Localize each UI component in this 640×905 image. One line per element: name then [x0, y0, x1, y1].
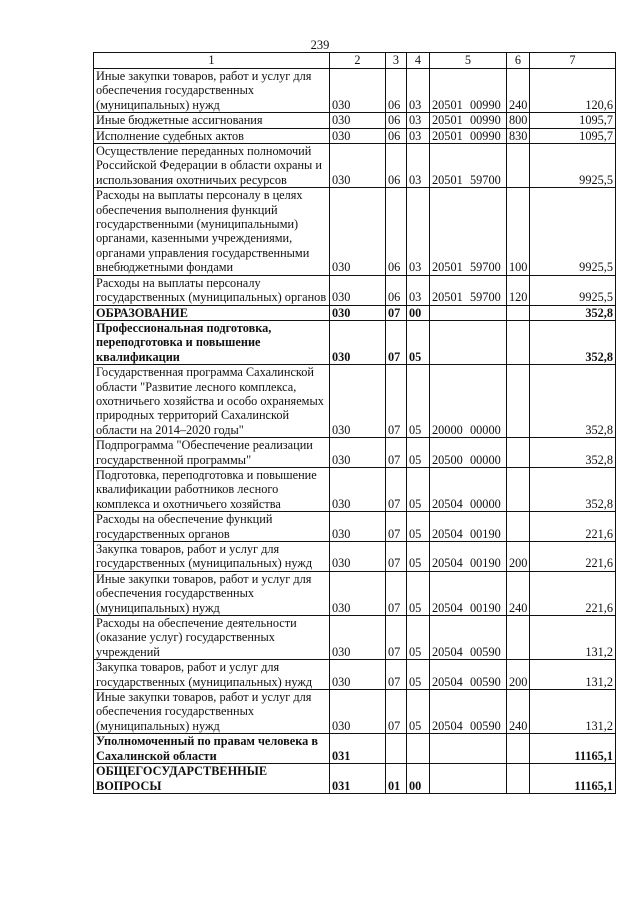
table-header-row	[94, 53, 616, 69]
section-code-cell: 07	[386, 438, 407, 468]
table-row	[94, 512, 616, 542]
subsection-code-cell: 03	[407, 188, 430, 275]
row-name-cell: ОБЩЕГОСУДАРСТВЕННЫЕ ВОПРОСЫ	[94, 764, 330, 794]
target-article-cell	[430, 438, 507, 468]
subsection-code-cell: 03	[407, 113, 430, 128]
row-name-cell: Профессиональная подготовка, переподготовка и повышение квалификации	[94, 320, 330, 364]
section-code-cell: 07	[386, 320, 407, 364]
subsection-code-cell: 05	[407, 467, 430, 511]
admin-code-cell: 030	[330, 616, 386, 660]
admin-code-cell: 030	[330, 275, 386, 305]
amount-cell: 9925,5	[530, 144, 616, 188]
expense-type-cell: 800	[507, 113, 530, 128]
row-name-cell: Подготовка, переподготовка и повышение квалификации работников лесного комплекса и охотничьего хозяйства	[94, 467, 330, 511]
target-article-direction: 00190	[470, 556, 501, 571]
target-article-cell	[430, 660, 507, 690]
amount-cell: 352,8	[530, 365, 616, 438]
header-cell: 2	[330, 53, 386, 69]
row-name-cell: Исполнение судебных актов	[94, 128, 330, 143]
target-article-cell	[430, 365, 507, 438]
target-article-cell	[430, 571, 507, 615]
subsection-code-cell: 05	[407, 512, 430, 542]
target-article-cell	[430, 144, 507, 188]
budget-table	[93, 52, 616, 794]
target-article-program: 20000	[432, 422, 463, 437]
row-name-cell: Уполномоченный по правам человека в Сахалинской области	[94, 734, 330, 764]
amount-cell: 1095,7	[530, 128, 616, 143]
expense-type-cell: 200	[507, 542, 530, 572]
row-name-cell: Расходы на выплаты персоналу государственных (муниципальных) органов	[94, 275, 330, 305]
admin-code-cell: 030	[330, 660, 386, 690]
admin-code-cell: 030	[330, 69, 386, 113]
target-article-direction: 00990	[470, 128, 501, 143]
row-name-cell: Государственная программа Сахалинской области "Развитие лесного комплекса, охотничьего хозяйства и особо охраняемых природных территорий Сахалинской области на 2014–2020 годы"	[94, 365, 330, 438]
target-article-direction: 00590	[470, 674, 501, 689]
admin-code-cell: 030	[330, 438, 386, 468]
target-article-cell	[430, 512, 507, 542]
subsection-code-cell: 05	[407, 320, 430, 364]
section-code-cell: 07	[386, 305, 407, 320]
row-name-cell: Иные закупки товаров, работ и услуг для обеспечения государственных (муниципальных) нужд	[94, 690, 330, 734]
expense-type-cell: 240	[507, 690, 530, 734]
target-article-program: 20501	[432, 172, 463, 187]
target-article-direction: 00000	[470, 452, 501, 467]
target-article-cell	[430, 113, 507, 128]
table-row	[94, 571, 616, 615]
admin-code-cell: 030	[330, 467, 386, 511]
amount-cell: 221,6	[530, 542, 616, 572]
section-code-cell: 06	[386, 144, 407, 188]
row-name-cell: ОБРАЗОВАНИЕ	[94, 305, 330, 320]
target-article-direction: 59700	[470, 260, 501, 275]
expense-type-cell	[507, 365, 530, 438]
amount-cell: 131,2	[530, 616, 616, 660]
target-article-cell	[430, 616, 507, 660]
admin-code-cell: 030	[330, 365, 386, 438]
target-article-program: 20501	[432, 97, 463, 112]
row-name-cell: Расходы на выплаты персоналу в целях обеспечения выполнения функций государственными (муниципальными) органами, казенными учреждениями, органами управления государственными внебюджетными фондами	[94, 188, 330, 275]
admin-code-cell: 030	[330, 144, 386, 188]
admin-code-cell: 030	[330, 690, 386, 734]
target-article-cell	[430, 69, 507, 113]
amount-cell: 9925,5	[530, 275, 616, 305]
target-article-program: 20501	[432, 260, 463, 275]
target-article-program: 20504	[432, 600, 463, 615]
admin-code-cell: 030	[330, 188, 386, 275]
admin-code-cell: 030	[330, 571, 386, 615]
section-code-cell: 07	[386, 365, 407, 438]
row-name-cell: Иные бюджетные ассигнования	[94, 113, 330, 128]
subsection-code-cell: 05	[407, 616, 430, 660]
table-row	[94, 660, 616, 690]
table-row	[94, 305, 616, 320]
table-row	[94, 188, 616, 275]
target-article-cell	[430, 188, 507, 275]
amount-cell: 352,8	[530, 320, 616, 364]
subsection-code-cell: 05	[407, 660, 430, 690]
target-article-cell	[430, 764, 507, 794]
target-article-direction: 59700	[470, 172, 501, 187]
section-code-cell: 06	[386, 69, 407, 113]
table-row	[94, 144, 616, 188]
expense-type-cell	[507, 305, 530, 320]
amount-cell: 352,8	[530, 467, 616, 511]
expense-type-cell	[507, 144, 530, 188]
amount-cell: 1095,7	[530, 113, 616, 128]
target-article-program: 20501	[432, 128, 463, 143]
header-cell: 5	[430, 53, 507, 69]
target-article-program: 20501	[432, 113, 463, 128]
header-cell: 1	[94, 53, 330, 69]
subsection-code-cell: 05	[407, 571, 430, 615]
amount-cell: 131,2	[530, 690, 616, 734]
expense-type-cell: 120	[507, 275, 530, 305]
admin-code-cell: 030	[330, 320, 386, 364]
target-article-direction: 00590	[470, 644, 501, 659]
section-code-cell: 06	[386, 128, 407, 143]
row-name-cell: Закупка товаров, работ и услуг для государственных (муниципальных) нужд	[94, 660, 330, 690]
amount-cell: 11165,1	[530, 764, 616, 794]
subsection-code-cell: 03	[407, 128, 430, 143]
target-article-cell	[430, 542, 507, 572]
subsection-code-cell: 03	[407, 69, 430, 113]
target-article-direction: 59700	[470, 290, 501, 305]
amount-cell: 120,6	[530, 69, 616, 113]
amount-cell: 221,6	[530, 571, 616, 615]
amount-cell: 131,2	[530, 660, 616, 690]
table-row	[94, 275, 616, 305]
section-code-cell: 07	[386, 512, 407, 542]
expense-type-cell: 200	[507, 660, 530, 690]
amount-cell: 352,8	[530, 438, 616, 468]
row-name-cell: Иные закупки товаров, работ и услуг для обеспечения государственных (муниципальных) нужд	[94, 69, 330, 113]
target-article-program: 20504	[432, 674, 463, 689]
expense-type-cell	[507, 764, 530, 794]
header-cell: 6	[507, 53, 530, 69]
admin-code-cell: 031	[330, 764, 386, 794]
subsection-code-cell: 05	[407, 690, 430, 734]
row-name-cell: Закупка товаров, работ и услуг для государственных (муниципальных) нужд	[94, 542, 330, 572]
target-article-direction: 00190	[470, 526, 501, 541]
table-row	[94, 438, 616, 468]
row-name-cell: Расходы на обеспечение функций государственных органов	[94, 512, 330, 542]
target-article-cell	[430, 690, 507, 734]
target-article-program: 20500	[432, 452, 463, 467]
expense-type-cell	[507, 512, 530, 542]
section-code-cell: 07	[386, 690, 407, 734]
row-name-cell: Расходы на обеспечение деятельности (оказание услуг) государственных учреждений	[94, 616, 330, 660]
section-code-cell: 07	[386, 571, 407, 615]
section-code-cell: 07	[386, 467, 407, 511]
table-row	[94, 365, 616, 438]
target-article-program: 20504	[432, 556, 463, 571]
row-name-cell: Осуществление переданных полномочий Российской Федерации в области охраны и использования охотничьих ресурсов	[94, 144, 330, 188]
table-row	[94, 128, 616, 143]
admin-code-cell: 030	[330, 305, 386, 320]
subsection-code-cell: 05	[407, 365, 430, 438]
admin-code-cell: 030	[330, 512, 386, 542]
expense-type-cell	[507, 616, 530, 660]
section-code-cell: 06	[386, 113, 407, 128]
section-code-cell	[386, 734, 407, 764]
admin-code-cell: 030	[330, 128, 386, 143]
table-row	[94, 690, 616, 734]
section-code-cell: 07	[386, 542, 407, 572]
table-row	[94, 467, 616, 511]
target-article-cell	[430, 320, 507, 364]
target-article-cell	[430, 467, 507, 511]
expense-type-cell: 100	[507, 188, 530, 275]
section-code-cell: 07	[386, 616, 407, 660]
expense-type-cell: 830	[507, 128, 530, 143]
table-row	[94, 69, 616, 113]
admin-code-cell: 030	[330, 542, 386, 572]
subsection-code-cell: 05	[407, 542, 430, 572]
target-article-program: 20504	[432, 526, 463, 541]
amount-cell: 11165,1	[530, 734, 616, 764]
expense-type-cell	[507, 734, 530, 764]
section-code-cell: 07	[386, 660, 407, 690]
target-article-direction: 00990	[470, 97, 501, 112]
row-name-cell: Подпрограмма "Обеспечение реализации государственной программы"	[94, 438, 330, 468]
amount-cell: 221,6	[530, 512, 616, 542]
section-code-cell: 06	[386, 275, 407, 305]
target-article-cell	[430, 128, 507, 143]
subsection-code-cell: 05	[407, 438, 430, 468]
expense-type-cell	[507, 467, 530, 511]
table-row	[94, 542, 616, 572]
subsection-code-cell: 00	[407, 305, 430, 320]
target-article-program: 20504	[432, 718, 463, 733]
header-cell: 4	[407, 53, 430, 69]
row-name-cell: Иные закупки товаров, работ и услуг для обеспечения государственных (муниципальных) нужд	[94, 571, 330, 615]
table-row	[94, 734, 616, 764]
target-article-cell	[430, 734, 507, 764]
target-article-direction: 00590	[470, 718, 501, 733]
expense-type-cell: 240	[507, 571, 530, 615]
table-row	[94, 764, 616, 794]
target-article-direction: 00000	[470, 422, 501, 437]
table-row	[94, 616, 616, 660]
subsection-code-cell	[407, 734, 430, 764]
header-cell: 7	[530, 53, 616, 69]
admin-code-cell: 031	[330, 734, 386, 764]
target-article-program: 20504	[432, 496, 463, 511]
target-article-program: 20501	[432, 290, 463, 305]
target-article-cell	[430, 305, 507, 320]
section-code-cell: 06	[386, 188, 407, 275]
target-article-program: 20504	[432, 644, 463, 659]
table-row	[94, 113, 616, 128]
target-article-direction: 00990	[470, 113, 501, 128]
admin-code-cell: 030	[330, 113, 386, 128]
amount-cell: 9925,5	[530, 188, 616, 275]
section-code-cell: 01	[386, 764, 407, 794]
subsection-code-cell: 03	[407, 144, 430, 188]
target-article-direction: 00000	[470, 496, 501, 511]
subsection-code-cell: 03	[407, 275, 430, 305]
header-cell: 3	[386, 53, 407, 69]
page-number: 239	[310, 38, 330, 52]
expense-type-cell: 240	[507, 69, 530, 113]
expense-type-cell	[507, 320, 530, 364]
target-article-cell	[430, 275, 507, 305]
table-row	[94, 320, 616, 364]
target-article-direction: 00190	[470, 600, 501, 615]
amount-cell: 352,8	[530, 305, 616, 320]
subsection-code-cell: 00	[407, 764, 430, 794]
expense-type-cell	[507, 438, 530, 468]
